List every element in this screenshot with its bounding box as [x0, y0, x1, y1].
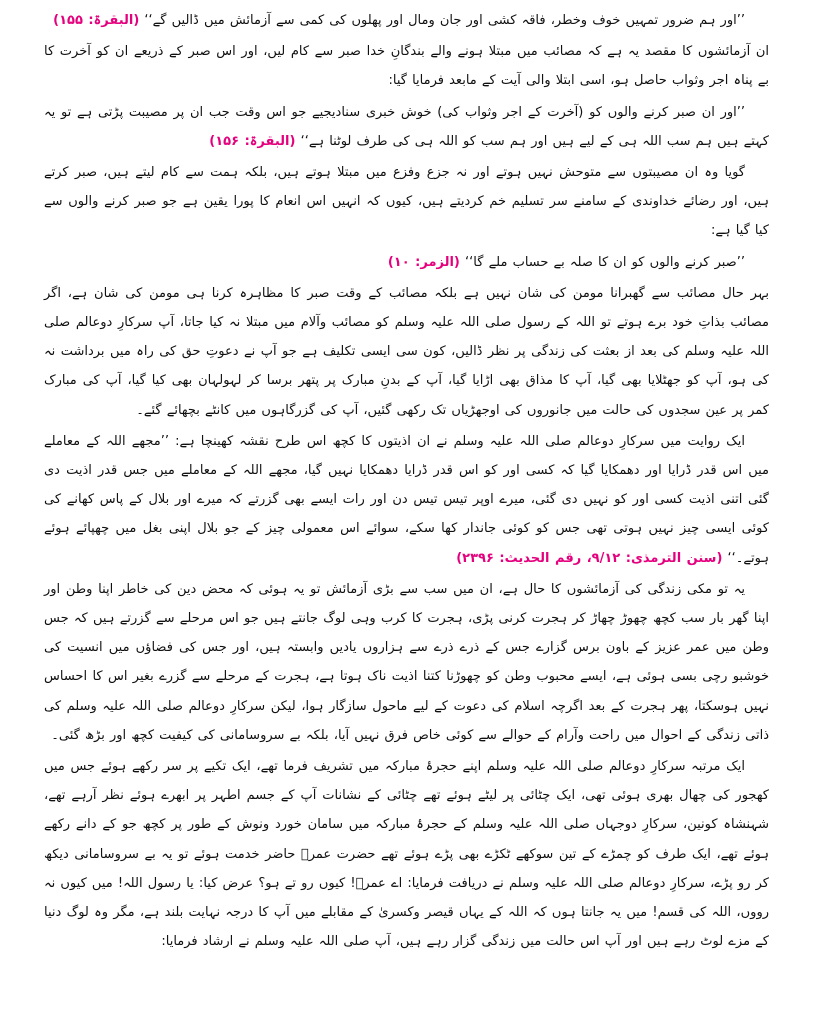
- paragraph-text: ایک مرتبہ سرکارِ دوعالم صلی اللہ علیہ وسلم اپنے حجرۂ مبارکہ میں تشریف فرما تھے، ایک تکیے پر سر رکھے ہوئے جس میں کھجور کی چھال بھری ہوئی تھی، ایک چٹائی پر لیٹے ہوئے تھے چٹائی کے نشانات آپ کے جسم اطہر پر ابھرے ہوئے نظر آرہے تھے، شہنشاہ کونین، سرکارِ دوجہاں صلی اللہ علیہ وسلم کے حجرۂ مبارکہ میں سامان خورد ونوش کے طور پر کچھ جو کے دانے رکھے ہوئے تھے، ایک طرف کو چمڑے کے تین سوکھے ٹکڑے بھی پڑے ہوئے تھے حضرت عمرؓ حاضر خدمت ہوئے تو یہ بے سروسامانی دیکھ کر رو پڑے، سرکارِ دوعالم صلی اللہ علیہ وسلم نے دریافت فرمایا: اے عمرؓ! کیوں رو تے ہو؟ عرض کیا: یا رسول اللہ! میں کیوں نہ رووں، اللہ کی قسم! میں یہ جانتا ہوں کہ اللہ کے یہاں قیصر وکسریٰ کے مقابلے میں آپ کا درجہ نہایت بلند ہے، مگر وہ لوگ دنیا کے مزے لوٹ رہے ہیں اور آپ اس حالت میں زندگی گزار رہے ہیں، آپ صلی اللہ علیہ وسلم نے ارشاد فرمایا:: [44, 759, 769, 950]
- paragraph-patience: [44, 158, 769, 246]
- quran-reference: (البقرۃ: ۱۵۵): [53, 13, 140, 28]
- paragraph-text: ’’اور ہم ضرور تمہیں خوف وخطر، فاقہ کشی اور جان ومال اور پھلوں کی کمی سے آزمائش میں ڈالیں گے‘‘: [144, 13, 745, 28]
- paragraph-quote-baqarah-155: [44, 6, 769, 35]
- paragraph-prophet-hardships: [44, 279, 769, 425]
- paragraph-text: گویا وہ ان مصیبتوں سے متوحش نہیں ہوتے اور نہ جزع وفزع میں مبتلا ہوتے ہیں، بلکہ ہمت سے کام لیتے ہیں، صبر کرتے ہیں، اور رضائے خداوندی کے سامنے سر تسلیم خم کردیتے ہیں، کیوں کہ انہیں اس انعام کا پورا یقین ہے جو صبر کرنے والوں سے کیا گیا ہے:: [44, 165, 769, 239]
- paragraph-quote-zumar-10: [44, 248, 769, 277]
- paragraph-hadith-tirmidhi: [44, 427, 769, 573]
- paragraph-text: بہر حال مصائب سے گھبرانا مومن کی شان نہیں ہے بلکہ مصائب کے وقت صبر کا مظاہرہ کرنا ہی مومن کی شان ہے، اگر مصائب بذاتِ خود برے ہوتے تو اللہ کے رسول صلی اللہ علیہ وسلم کو مصائب وآلام میں مبتلا نہ کیا جاتا، آپ سرکارِ دوعالم صلی اللہ علیہ وسلم کی بعد از بعثت کی زندگی پر نظر ڈالیں، کون سی ایسی تکلیف ہے جو آپ نے دعوتِ حق کی راہ میں برداشت نہ کی ہو، آپ کو جھٹلایا بھی گیا، آپ کا مذاق بھی اڑایا گیا، آپ کے بدنِ مبارک پر پتھر برسا کر لہولہان بھی کیا گیا، آپ کی مبارک کمر پر عین سجدوں کی حالت میں جانوروں کی اوجھڑیاں تک رکھی گئیں، آپ کی گزرگاہوں میں کانٹے بچھائے گئے۔: [44, 285, 769, 418]
- document-body: [44, 6, 769, 959]
- quran-reference: (البقرۃ: ۱۵۶): [209, 133, 296, 149]
- paragraph-hijrah: [44, 575, 769, 750]
- paragraph-text: ’’صبر کرنے والوں کو ان کا صلہ بے حساب ملے گا‘‘: [465, 254, 745, 270]
- quran-reference: (الزمر: ۱۰): [387, 254, 460, 270]
- paragraph-umar-weeps: [44, 752, 769, 956]
- paragraph-purpose-of-trials: [44, 37, 769, 95]
- paragraph-text: ’’اور ان صبر کرنے والوں کو (آخرت کے اجر وثواب کی) خوش خبری سنادیجیے جو اس وقت جب ان پر مصیبت پڑتی ہے تو یہ کہتے ہیں ہم سب اللہ ہی کے لیے ہیں اور ہم سب کو اللہ ہی کی طرف لوٹنا ہے‘‘: [44, 104, 769, 149]
- paragraph-text: ان آزمائشوں کا مقصد یہ ہے کہ مصائب میں مبتلا ہونے والے بندگانِ خدا صبر سے کام لیں، اور اس صبر کے ذریعے ان کو آخرت کا بے پناہ اجر وثواب حاصل ہو، اسی ابتلا والی آیت کے مابعد فرمایا گیا:: [44, 44, 769, 89]
- paragraph-quote-baqarah-156: [44, 98, 769, 156]
- paragraph-text: یہ تو مکی زندگی کی آزمائشوں کا حال ہے، ان میں سب سے بڑی آزمائش تو یہ ہوئی کہ محض دین کی خاطر اپنا وطن اور اپنا گھر بار سب کچھ چھوڑ چھاڑ کر ہجرت کرنی پڑی، ہجرت کا کرب وہی لوگ جانتے ہیں جو اس مرحلے سے گزرتے ہیں کہ جس وطن میں عمر عزیز کے باون برس گزارے جس کے ذرے ذرے سے ہزاروں یادیں وابستہ ہیں، اور جس کی فضاؤں میں انسیت کی خوشبو رچی بسی ہوئی ہے، ایسے محبوب وطن کو چھوڑنا کتنا اذیت ناک ہوتا ہے، ہجرت کے مرحلے سے گزرے بغیر اس کا احساس نہیں ہوسکتا، پھر ہجرت کے بعد اگرچہ اسلام کی دعوت کے لیے ماحول سازگار ہوا، لیکن سرکارِ دوعالم صلی اللہ علیہ وسلم کی ذاتی زندگی کے احوال میں راحت وآرام کے حوالے سے کوئی خاص فرق نہیں آیا، بلکہ بے سروسامانی کی کیفیت کچھ اور بڑھ گئی۔: [44, 581, 769, 743]
- hadith-reference: (سنن الترمذی: ۹/۱۲، رقم الحدیث: ۲۳۹۶): [456, 550, 723, 566]
- paragraph-text: ایک روایت میں سرکارِ دوعالم صلی اللہ علیہ وسلم نے ان اذیتوں کا کچھ اس طرح نقشہ کھینچا ہے: ’’مجھے اللہ کے معاملے میں اس قدر ڈرایا اور دھمکایا گیا کہ کسی اور کو اس قدر ڈرایا دھمکایا نہیں گیا، مجھے اللہ کے معاملے میں جس قدر اذیت دی گئی اتنی اذیت کسی اور کو نہیں دی گئی، میرے اوپر تیس تیس دن اور رات ایسے بھی گزرتے کہ میرے اور بلال کے پاس کھانے کی کوئی ایسی چیز نہیں ہوتی تھی جس کو کوئی جاندار کھا سکے، سوائے اس معمولی چیز کے جو بلال اپنی بغل میں چھپائے ہوئے ہوتے۔‘‘: [44, 433, 769, 566]
